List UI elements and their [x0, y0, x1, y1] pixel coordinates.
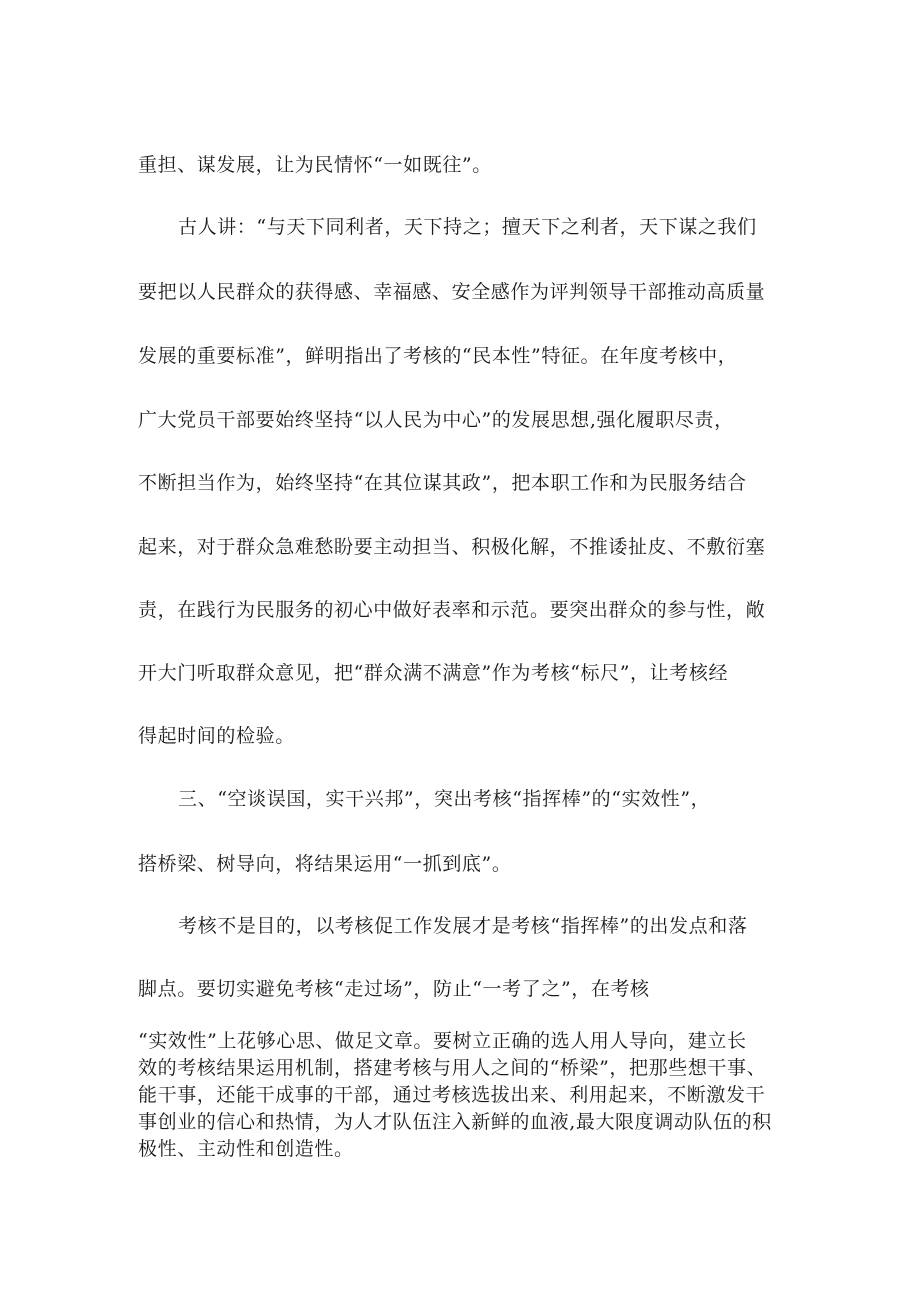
- paragraph-line: 古人讲：“与天下同利者，天下持之；擅天下之利者，天下谋之我们: [178, 216, 757, 238]
- paragraph-line: “实效性”上花够心思、做足文章。要树立正确的选人用人导向，建立长: [138, 1030, 747, 1052]
- paragraph-line: 开大门听取群众意见，把“群众满不满意”作为考核“标尺”，让考核经: [138, 662, 729, 684]
- paragraph-line: 能干事，还能干成事的干部，通过考核选拔出来、利用起来，不断激发干: [138, 1084, 766, 1106]
- paragraph-line: 重担、谋发展，让为民情怀“一如既往”。: [138, 154, 492, 176]
- paragraph-line: 起来，对于群众急难愁盼要主动担当、积极化解，不推诿扯皮、不敷衍塞: [138, 536, 766, 558]
- paragraph-line: 考核不是目的，以考核促工作发展才是考核“指挥棒”的出发点和落: [178, 915, 748, 937]
- paragraph-line: 责，在践行为民服务的初心中做好表率和示范。要突出群众的参与性，敞: [138, 599, 766, 621]
- paragraph-line: 事创业的信心和热情，为人才队伍注入新鲜的血液,最大限度调动队伍的积: [138, 1111, 772, 1133]
- paragraph-line: 发展的重要标准”，鲜明指出了考核的“民本性”特征。在年度考核中，: [138, 345, 738, 367]
- paragraph-line: 广大党员干部要始终坚持“以人民为中心”的发展思想,强化履职尽责，: [138, 409, 734, 431]
- section-heading: 三、“空谈误国，实干兴邦”，突出考核“指挥棒”的“实效性”，: [178, 788, 711, 810]
- paragraph-line: 极性、主动性和创造性。: [138, 1138, 354, 1160]
- section-heading: 搭桥梁、树导向，将结果运用“一抓到底”。: [138, 853, 512, 875]
- paragraph-line: 得起时间的检验。: [138, 725, 295, 747]
- paragraph-line: 不断担当作为，始终坚持“在其位谋其政”，把本职工作和为民服务结合: [138, 472, 747, 494]
- paragraph-line: 脚点。要切实避免考核“走过场”，防止“一考了之”，在考核: [138, 978, 650, 1000]
- paragraph-line: 要把以人民群众的获得感、幸福感、安全感作为评判领导干部推动高质量: [138, 281, 766, 303]
- paragraph-line: 效的考核结果运用机制，搭建考核与用人之间的“桥梁”，把那些想干事、: [138, 1057, 767, 1079]
